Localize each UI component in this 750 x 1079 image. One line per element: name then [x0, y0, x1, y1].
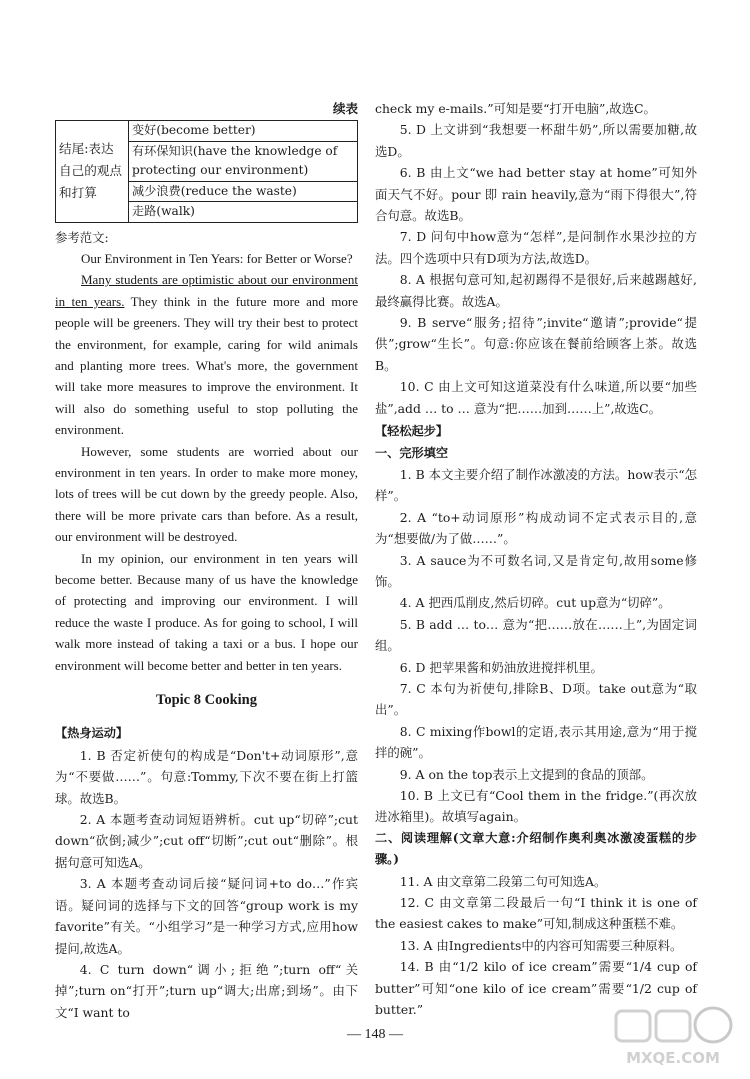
answer-item: 7. D 问句中how意为“怎样”,是问制作水果沙拉的方法。四个选项中只有D项为方法,故选D。: [375, 229, 697, 266]
answer-item: 9. B serve“服务;招待”;invite“邀请”;provide“提供”;grow“生长”。句意:你应该在餐前给顾客上茶。故选B。: [375, 315, 697, 373]
essay-p1-rest: They think in the future more and more people will be greeners. They will try their best to protect the environment, for example, caring for wild animals and planting more trees. What's more, the government will take more measures to improve the environment. It will also do something useful to stop polluting the environment.: [55, 293, 358, 438]
answer-item: 2. A “to+动词原形”构成动词不定式表示目的,意为“想要做/为了做……”。: [375, 509, 697, 547]
right-column: [375, 98, 697, 1020]
table-row: 有环保知识(have the knowledge of protecting our environment): [129, 141, 358, 181]
svg-text:MXQE.COM: MXQE.COM: [626, 1049, 720, 1067]
sample-label: 参考范文:: [55, 229, 109, 245]
answer-item: 1. B 本文主要介绍了制作冰激凌的方法。how表示“怎样”。: [375, 466, 697, 504]
answer-item: 2. A 本题考查动词短语辨析。cut up“切碎”;cut down“砍倒;减少”;cut off“切断”;cut out“删除”。根据句意可知选A。: [55, 812, 358, 870]
table-left-cell: 结尾:表达自己的观点和打算: [56, 121, 129, 223]
answer-item: 4. C turn down“调小;拒绝”;turn off“关掉”;turn on“打开”;turn up“调大;出席;到场”。由下文“I want to: [55, 961, 358, 1020]
continued-label: 续表: [332, 101, 358, 116]
table-row: 走路(walk): [129, 202, 358, 223]
answer-item: 1. B 否定祈使句的构成是“Don't+动词原形”,意为“不要做……”。句意:Tommy,下次不要在街上打篮球。故选B。: [55, 747, 358, 806]
essay-paragraph-3: In my opinion, our environment in ten years will become better. Because many of us have the knowledge of protecting and improving our environment. I will reduce the waste I produce. As for going to school, I will walk more instead of taking a taxi or a bus. I hope our environment will become better and better in ten years.: [55, 550, 358, 673]
table-row: 减少浪费(reduce the waste): [129, 181, 358, 202]
answer-item: check my e-mails.”可知是要“打开电脑”,故选C。: [375, 101, 656, 116]
answer-item: 3. A 本题考查动词后接“疑问词+to do…”作宾语。疑问词的选择与下文的回答“group work is my favorite”有关。“小组学习”是一种学习方式,应用how提问,故选A。: [55, 876, 358, 956]
reading-label: 二、阅读理解(文章大意:介绍制作奥利奥冰激凌蛋糕的步骤。): [375, 830, 697, 867]
topic-title: Topic 8 Cooking: [156, 692, 257, 709]
answer-item: 12. C 由文章第二段最后一句“I think it is one of the easiest cakes to make”可知,制成这种蛋糕不难。: [375, 895, 697, 932]
answer-item: 8. A 根据句意可知,起初踢得不是很好,后来越踢越好,最终赢得比赛。故选A。: [375, 272, 697, 309]
essay-paragraph-1: [55, 269, 358, 440]
left-column: [55, 98, 358, 1023]
answer-item: 10. C 由上文可知这道菜没有什么味道,所以要“加些盐”,add … to … 意为“把……加到……上”,故选C。: [375, 379, 697, 416]
essay-underlined-sentence: Many students are optimistic about our environment in ten years.: [55, 272, 358, 309]
outline-table: [55, 120, 358, 223]
answer-item: 6. D 把苹果酱和奶油放进搅拌机里。: [399, 659, 603, 675]
essay-title: Our Environment in Ten Years: for Better or Worse?: [81, 250, 353, 266]
answer-item: 4. A 把西瓜削皮,然后切碎。cut up意为“切碎”。: [399, 595, 671, 611]
watermark-logo: [608, 1001, 738, 1071]
answer-item: 13. A 由Ingredients中的内容可知需要三种原料。: [399, 937, 683, 953]
answer-item: 6. B 由上文“we had better stay at home”可知外面天气不好。pour 即 rain heavily,意为“雨下得很大”,符合句意。故选B。: [375, 165, 697, 224]
answer-item: 8. C mixing作bowl的定语,表示其用途,意为“用于搅拌的碗”。: [375, 723, 697, 761]
answer-item: 10. B 上文已有“Cool them in the fridge.”(再次放进冰箱里)。故填写again。: [375, 788, 697, 825]
easy-start-label: 【轻松起步】: [375, 424, 449, 439]
essay-paragraph-2: However, some students are worried about our environment in ten years. In order to make more money, lots of trees will be cut down by the greedy people. Also, there will be more private cars than before. As a result, our environment will be destroyed.: [55, 443, 358, 545]
answer-item: 9. A on the top表示上文提到的食品的顶部。: [399, 766, 654, 782]
warmup-label: 【热身运动】: [55, 726, 129, 741]
answer-item: 5. B add … to… 意为“把……放在……上”,为固定词组。: [375, 616, 697, 654]
answer-item: 11. A 由文章第二段第二句可知选A。: [399, 873, 607, 889]
page-number: — 148 —: [347, 1027, 403, 1042]
answer-item: 5. D 上文讲到“我想要一杯甜牛奶”,所以需要加糖,故选D。: [375, 122, 697, 159]
table-row: 变好(become better): [129, 121, 358, 142]
answer-item: 14. B 由“1/2 kilo of ice cream”需要“1/4 cup of butter”可知“one kilo of ice cream”需要“1/2 cup of butter.”: [375, 959, 697, 1018]
cloze-label: 一、完形填空: [375, 445, 449, 460]
answer-item: 7. C 本句为祈使句,排除B、D项。take out意为“取出”。: [375, 680, 697, 718]
answer-item: 3. A sauce为不可数名词,又是肯定句,故用some修饰。: [375, 552, 697, 589]
